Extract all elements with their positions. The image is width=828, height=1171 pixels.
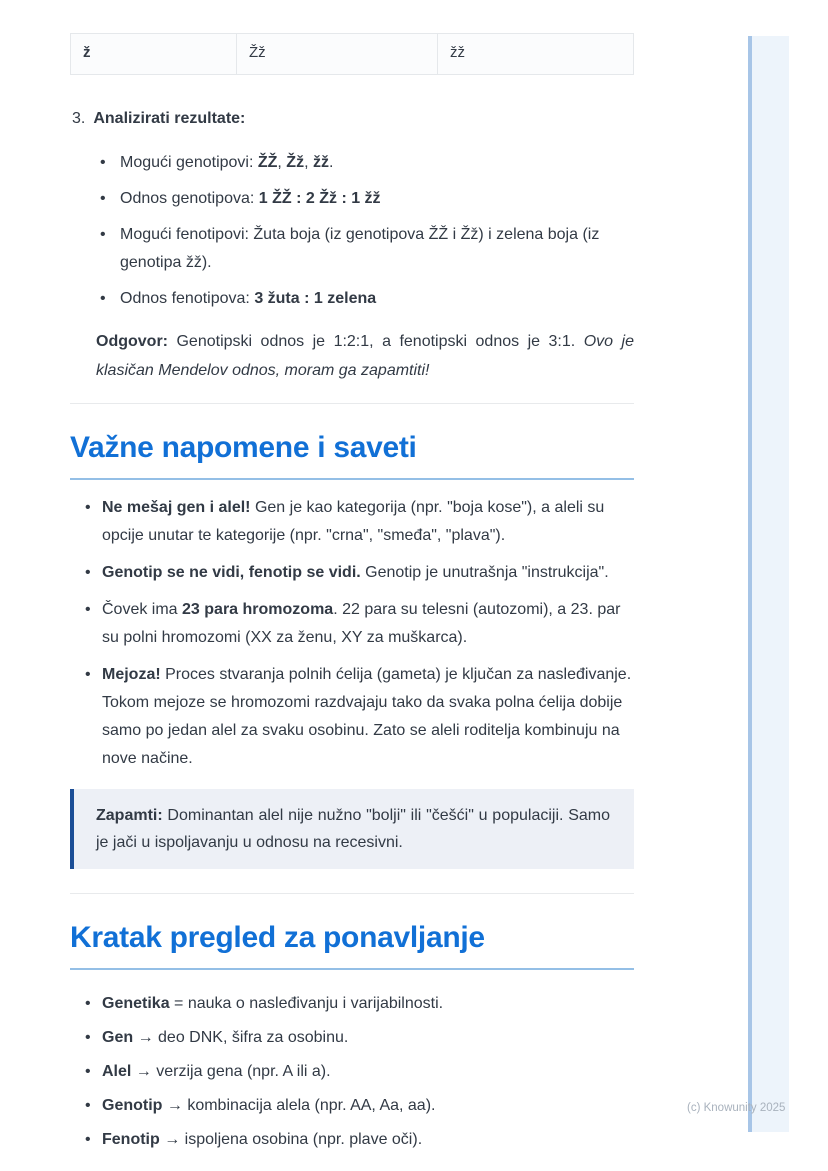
divider	[70, 403, 634, 404]
step-title: Analizirati rezultate:	[93, 110, 246, 127]
list-item-text: Mogući genotipovi: ŽŽ, Žž, žž.	[120, 154, 334, 171]
table-cell: žž	[438, 33, 634, 75]
list-item-text: Genotip → kombinacija alela (npr. AA, Aa, aa).	[102, 1097, 436, 1114]
callout-box	[70, 789, 634, 869]
list-item	[120, 149, 634, 177]
list-item-text: Fenotip → ispoljena osobina (npr. plave oči).	[102, 1131, 423, 1148]
list-item	[102, 494, 634, 550]
numbered-step	[70, 107, 634, 131]
list-item-text: Mogući fenotipovi: Žuta boja (iz genotipova ŽŽ i Žž) i zelena boja (iz genotipa žž).	[120, 226, 600, 271]
list-item-text: Alel → verzija gena (npr. A ili a).	[102, 1063, 331, 1080]
list-item	[102, 990, 634, 1017]
punnett-table-row	[70, 33, 634, 75]
list-item	[102, 661, 634, 773]
page-edge-band	[748, 36, 789, 1132]
notes-list	[70, 494, 634, 773]
list-item-text: Genetika = nauka o nasleđivanju i varijabilnosti.	[102, 995, 444, 1012]
list-item	[102, 596, 634, 652]
list-item-text: Odnos genotipova: 1 ŽŽ : 2 Žž : 1 žž	[120, 190, 381, 207]
answer-paragraph: Odgovor: Genotipski odnos je 1:2:1, a fenotipski odnos je 3:1. Ovo je klasičan Mendelov odnos, moram ga zapamtiti!	[96, 333, 634, 379]
list-item	[102, 1024, 634, 1051]
copyright-label: (c) Knowunity 2025	[687, 1102, 786, 1114]
list-item	[120, 285, 634, 313]
list-item-text: Genotip se ne vidi, fenotip se vidi. Genotip je unutrašnja "instrukcija".	[102, 564, 609, 581]
step-number: 3.	[72, 110, 86, 127]
list-item-text: Mejoza! Proces stvaranja polnih ćelija (gameta) je ključan za nasleđivanje. Tokom mejoze se hromozomi razdvajaju tako da svaka polna ćelija dobije samo po jedan alel za svaku osobinu. Zato se aleli roditelja kombinuju na nove načine.	[102, 666, 632, 767]
summary-list	[70, 990, 634, 1153]
list-item-text: Čovek ima 23 para hromozoma. 22 para su telesni (autozomi), a 23. par su polni hromozomi (XX za ženu, XY za muškarca).	[102, 601, 621, 646]
table-cell-header: ž	[70, 33, 237, 75]
document-content	[70, 33, 634, 1160]
list-item	[120, 221, 634, 277]
analysis-list	[70, 149, 634, 313]
list-item	[102, 1126, 634, 1153]
section-heading-summary: Kratak pregled za ponavljanje	[70, 920, 634, 970]
list-item	[120, 185, 634, 213]
list-item-text: Odnos fenotipova: 3 žuta : 1 zelena	[120, 290, 377, 307]
callout-text: Zapamti: Dominantan alel nije nužno "bolji" ili "češći" u populaciji. Samo je jači u ispoljavanju u odnosu na recesivni.	[96, 807, 610, 851]
list-item	[102, 1058, 634, 1085]
divider	[70, 893, 634, 894]
list-item	[102, 559, 634, 587]
table-cell: Žž	[237, 33, 438, 75]
list-item-text: Ne mešaj gen i alel! Gen je kao kategorija (npr. "boja kose"), a aleli su opcije unutar te kategorije (npr. "crna", "smeđa", "plava").	[102, 499, 605, 544]
section-heading-notes: Važne napomene i saveti	[70, 430, 634, 480]
list-item-text: Gen → deo DNK, šifra za osobinu.	[102, 1029, 349, 1046]
list-item	[102, 1092, 634, 1119]
